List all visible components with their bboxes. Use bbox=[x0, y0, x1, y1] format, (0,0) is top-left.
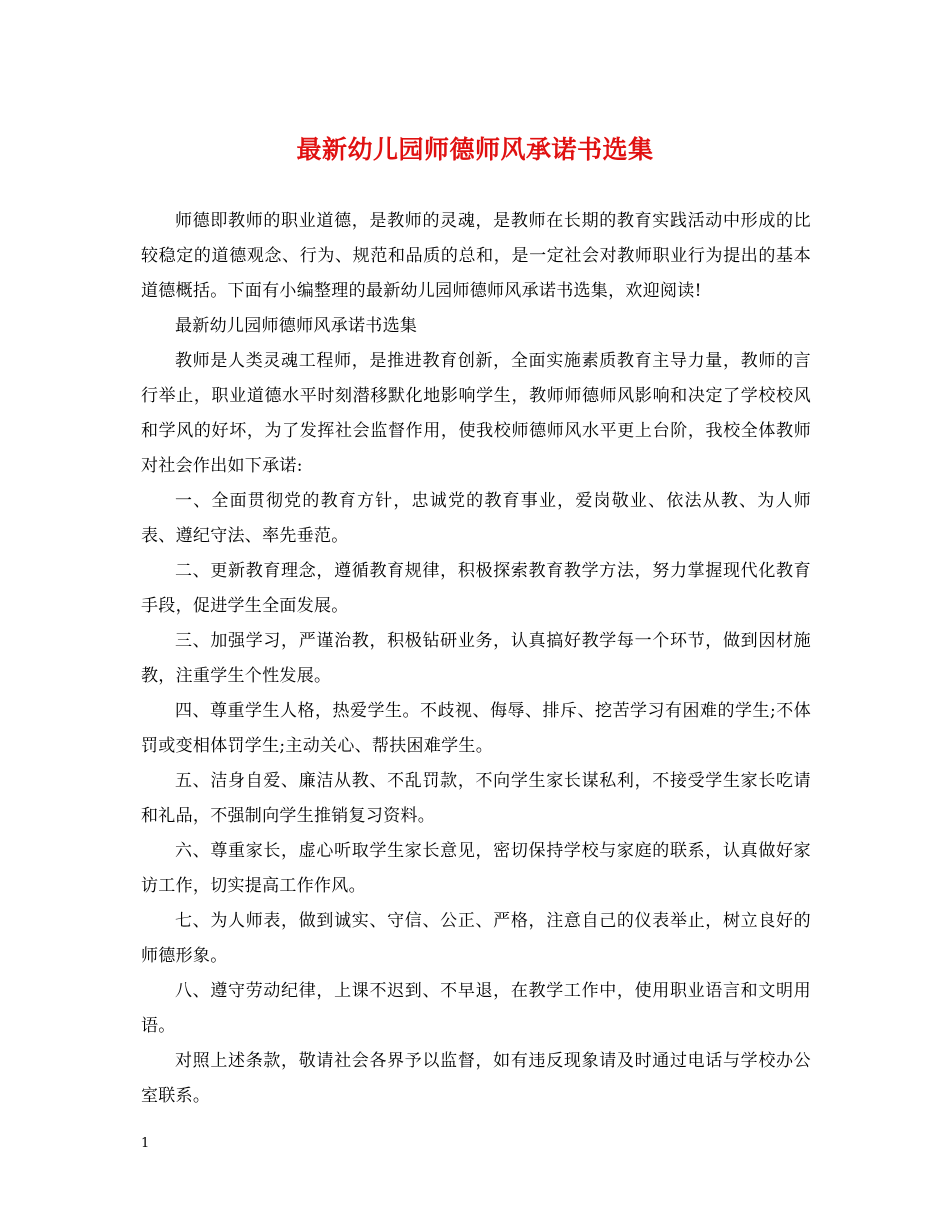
pledge-item-3: 三、加强学习，严谨治教，积极钻研业务，认真搞好教学每一个环节，做到因材施教，注重学生个性发展。 bbox=[141, 631, 811, 686]
pledge-item-1: 一、全面贯彻党的教育方针，忠诚党的教育事业，爱岗敬业、依法从教、为人师表、遵纪守法、率先垂范。 bbox=[141, 491, 811, 546]
preamble-paragraph: 教师是人类灵魂工程师，是推进教育创新，全面实施素质教育主导力量，教师的言行举止，职业道德水平时刻潜移默化地影响学生，教师师德师风影响和决定了学校校风和学风的好坏，为了发挥社会监督作用，使我校师德师风水平更上台阶，我校全体教师对社会作出如下承诺: bbox=[141, 351, 811, 476]
document-title: 最新幼儿园师德师风承诺书选集 bbox=[296, 135, 654, 164]
pledge-item-2: 二、更新教育理念，遵循教育规律，积极探索教育教学方法，努力掌握现代化教育手段，促进学生全面发展。 bbox=[141, 561, 811, 616]
subtitle-paragraph: 最新幼儿园师德师风承诺书选集 bbox=[175, 316, 418, 336]
page-number: 1 bbox=[141, 1136, 150, 1151]
pledge-item-7: 七、为人师表，做到诚实、守信、公正、严格，注意自己的仪表举止，树立良好的师德形象。 bbox=[141, 911, 811, 966]
pledge-item-6: 六、尊重家长，虚心听取学生家长意见，密切保持学校与家庭的联系，认真做好家访工作，切实提高工作作风。 bbox=[141, 841, 811, 896]
intro-paragraph: 师德即教师的职业道德，是教师的灵魂，是教师在长期的教育实践活动中形成的比较稳定的道德观念、行为、规范和品质的总和，是一定社会对教师职业行为提出的基本道德概括。下面有小编整理的最新幼儿园师德师风承诺书选集，欢迎阅读! bbox=[141, 211, 811, 301]
closing-paragraph: 对照上述条款，敬请社会各界予以监督，如有违反现象请及时通过电话与学校办公室联系。 bbox=[141, 1051, 811, 1106]
pledge-item-5: 五、洁身自爱、廉洁从教、不乱罚款，不向学生家长谋私利，不接受学生家长吃请和礼品，不强制向学生推销复习资料。 bbox=[141, 771, 811, 826]
document-body bbox=[141, 204, 811, 1114]
pledge-item-8: 八、遵守劳动纪律，上课不迟到、不早退，在教学工作中，使用职业语言和文明用语。 bbox=[141, 981, 811, 1036]
pledge-item-4: 四、尊重学生人格，热爱学生。不歧视、侮辱、排斥、挖苦学习有困难的学生;不体罚或变相体罚学生;主动关心、帮扶困难学生。 bbox=[141, 701, 811, 756]
